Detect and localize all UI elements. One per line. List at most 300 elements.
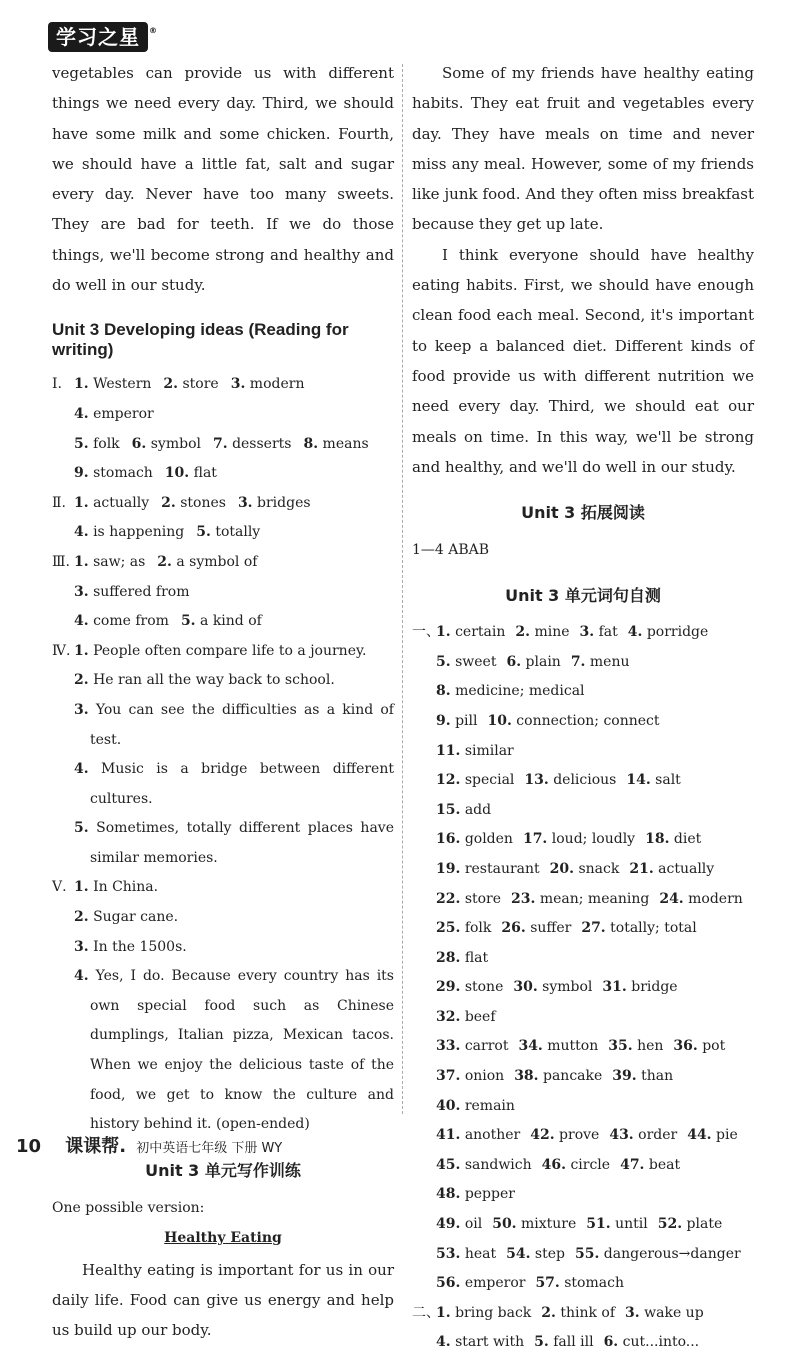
answer-text: pot — [702, 1038, 726, 1055]
answer-text: He ran all the way back to school. — [93, 672, 335, 689]
answer-number: 9. — [436, 712, 451, 729]
answer-number: 16. — [436, 831, 461, 848]
answer-item — [511, 885, 649, 915]
vocab-heading: Unit 3 单元词句自测 — [505, 586, 661, 606]
answer-number: 18. — [645, 831, 670, 848]
answer-item — [629, 855, 714, 885]
answer-text: is happening — [93, 524, 185, 541]
answer-number: 42. — [530, 1127, 555, 1144]
answer-item — [487, 707, 659, 737]
answer-text: Sugar cane. — [93, 909, 179, 926]
answer-row — [412, 1151, 754, 1210]
answer-number: 2. — [157, 553, 172, 570]
answer-item — [436, 1269, 525, 1299]
answer-text: Western — [93, 376, 152, 393]
answer-number: 52. — [657, 1216, 683, 1233]
answer-number: 48. — [436, 1186, 461, 1203]
answer-item — [436, 973, 503, 1003]
answer-text: bridges — [257, 494, 311, 511]
answer-number: 5. — [74, 435, 89, 452]
answer-text: until — [615, 1216, 648, 1233]
answer-sentence — [52, 873, 394, 903]
footer-brand: 课课帮. — [65, 1136, 127, 1157]
answer-item — [581, 914, 696, 944]
answer-text: pepper — [464, 1186, 515, 1203]
answer-item — [74, 400, 154, 430]
answer-number: 5. — [436, 653, 451, 670]
answer-item — [74, 578, 189, 608]
reading-heading: Unit 3 拓展阅读 — [521, 503, 645, 523]
answer-number: 3. — [74, 938, 89, 955]
answer-text: suffer — [530, 920, 572, 937]
answer-number: 23. — [511, 890, 536, 907]
answer-row — [412, 1032, 754, 1062]
answer-text: snack — [578, 860, 620, 877]
answer-item — [436, 677, 585, 707]
answer-text: a symbol of — [176, 553, 258, 570]
answer-text: plate — [686, 1216, 723, 1233]
answer-row — [412, 914, 754, 973]
answer-text: totally; total — [610, 920, 697, 937]
answer-row — [52, 489, 394, 519]
answer-text: symbol — [542, 979, 593, 996]
answer-item — [436, 1151, 532, 1181]
page-footer — [16, 1132, 282, 1158]
answer-text: actually — [658, 860, 715, 877]
answer-item — [74, 430, 120, 460]
answer-row — [412, 973, 754, 1032]
answer-number: 36. — [673, 1038, 698, 1055]
answer-sentence — [52, 666, 394, 696]
section-heading: Unit 3 Developing ideas (Reading for writing) — [52, 320, 349, 360]
answer-text: remain — [464, 1097, 515, 1114]
answer-text: pie — [716, 1127, 738, 1144]
answer-text: pill — [455, 712, 478, 729]
answer-number: 31. — [602, 979, 627, 996]
answer-item — [74, 370, 151, 400]
answer-number: 3. — [74, 583, 89, 600]
answer-text: Music is a bridge between different cultures. — [90, 761, 394, 807]
answer-number: 5. — [534, 1334, 549, 1351]
exercise-number: 二、 — [412, 1304, 440, 1321]
answer-text: start with — [455, 1334, 525, 1351]
answer-text: mutton — [547, 1038, 599, 1055]
answer-sentence — [52, 933, 394, 963]
answer-item — [165, 459, 217, 489]
answer-text: add — [464, 801, 492, 818]
answer-row — [412, 1210, 754, 1240]
answer-text: flat — [193, 465, 217, 482]
answer-item — [74, 518, 184, 548]
answer-text: suffered from — [93, 583, 190, 600]
answer-number: 26. — [501, 920, 526, 937]
answer-number: 32. — [436, 1008, 461, 1025]
answer-item — [492, 1210, 576, 1240]
answer-number: 4. — [627, 624, 643, 641]
answer-number: 30. — [513, 979, 538, 996]
exercise-number: 一、 — [412, 624, 440, 641]
answer-item — [625, 1299, 704, 1329]
answer-text: fall ill — [553, 1334, 594, 1351]
answer-number: 45. — [436, 1156, 461, 1173]
answer-number: 49. — [436, 1216, 461, 1233]
writing-heading: Unit 3 单元写作训练 — [145, 1160, 301, 1180]
answer-sentence — [52, 903, 394, 933]
answer-item — [523, 825, 635, 855]
answer-text: stomach — [564, 1275, 624, 1292]
answer-text: fat — [598, 624, 618, 641]
answer-text: pancake — [543, 1068, 603, 1085]
answer-item — [181, 607, 262, 637]
answer-text: special — [464, 772, 515, 789]
answer-number: 2. — [161, 494, 176, 511]
answer-item — [524, 766, 616, 796]
answer-text: connection; connect — [516, 712, 660, 729]
answer-item — [231, 370, 305, 400]
answer-number: 3. — [579, 624, 595, 641]
answer-item — [506, 1240, 565, 1270]
answer-number: 7. — [570, 653, 586, 670]
answer-text: You can see the difficulties as a kind of test. — [90, 701, 394, 748]
answer-item — [238, 489, 311, 519]
answer-row — [52, 370, 394, 429]
answer-number: 4. — [74, 613, 89, 630]
answer-text: desserts — [232, 435, 292, 452]
answer-number: 24. — [659, 890, 684, 907]
answer-text: Sometimes, totally different places have similar memories. — [90, 820, 394, 866]
answer-item — [518, 1032, 598, 1062]
answer-number: 2. — [74, 672, 89, 689]
answer-number: 37. — [436, 1068, 461, 1085]
answer-number: 22. — [436, 890, 461, 907]
exercise-4 — [52, 637, 394, 874]
answer-item — [303, 430, 368, 460]
exercise-number: Ⅱ. — [52, 494, 66, 511]
answer-text: come from — [93, 613, 169, 630]
answer-text: beat — [648, 1156, 681, 1173]
answer-number: 1. — [74, 494, 89, 511]
column-divider — [402, 64, 403, 1114]
reading-answer: 1—4 ABAB — [412, 542, 490, 559]
answer-number: 54. — [506, 1245, 531, 1262]
answer-item — [436, 914, 491, 944]
answer-item — [436, 1210, 482, 1240]
answer-sentence — [52, 696, 394, 755]
answer-item — [436, 1092, 515, 1122]
answer-text: porridge — [646, 624, 709, 641]
answer-item — [534, 1328, 593, 1358]
answer-row — [412, 885, 754, 915]
answer-text: diet — [673, 831, 702, 848]
answer-item — [645, 825, 701, 855]
answer-number: 3. — [625, 1304, 640, 1321]
answer-text: circle — [570, 1156, 611, 1173]
answer-text: medicine; medical — [455, 683, 585, 700]
answer-item — [620, 1151, 680, 1181]
answer-text: plain — [525, 653, 561, 670]
answer-number: 27. — [581, 920, 606, 937]
answer-text: mean; meaning — [539, 890, 650, 907]
answer-item — [161, 489, 226, 519]
answer-row — [412, 1269, 754, 1299]
answer-number: 13. — [524, 772, 549, 789]
answer-number: 33. — [436, 1038, 461, 1055]
answer-text: another — [464, 1127, 521, 1144]
answer-number: 19. — [436, 860, 461, 877]
answer-number: 2. — [515, 624, 530, 641]
answer-number: 8. — [303, 435, 319, 452]
answer-text: restaurant — [464, 860, 540, 877]
answer-item — [436, 1062, 504, 1092]
answer-text: In the 1500s. — [93, 938, 187, 955]
answer-item — [196, 518, 260, 548]
answer-number: 3. — [237, 494, 253, 511]
answer-row — [412, 1328, 754, 1358]
answer-text: than — [641, 1068, 674, 1085]
answer-item — [436, 766, 514, 796]
logo-text: 学习之星 — [56, 25, 140, 49]
answer-item — [436, 1032, 508, 1062]
answer-text: folk — [464, 920, 492, 937]
answer-item — [687, 1121, 738, 1151]
essay-title: Healthy Eating — [164, 1229, 282, 1246]
answer-text: step — [534, 1245, 565, 1262]
answer-item — [436, 1299, 531, 1329]
answer-number: 1. — [436, 1304, 451, 1321]
answer-number: 1. — [74, 376, 89, 393]
answer-item — [74, 489, 149, 519]
answer-text: folk — [93, 435, 120, 452]
answer-item — [213, 430, 291, 460]
answer-number: 34. — [518, 1038, 543, 1055]
answer-item — [436, 1121, 520, 1151]
answer-number: 1. — [74, 553, 89, 570]
answer-text: emperor — [93, 405, 154, 422]
answer-text: mixture — [521, 1216, 577, 1233]
essay-paragraph-1: Healthy eating is important for us in our daily life. Food can give us energy and help us build up our body. — [52, 1260, 394, 1340]
answer-number: 12. — [436, 772, 461, 789]
answer-item — [580, 618, 618, 648]
answer-number: 15. — [436, 801, 461, 818]
exercise-number: Ⅲ. — [52, 553, 70, 570]
answer-number: 28. — [436, 949, 461, 966]
answer-text: stomach — [93, 465, 153, 482]
answer-number: 9. — [74, 465, 89, 482]
answer-number: 4. — [74, 524, 89, 541]
answer-row — [52, 607, 394, 637]
answer-text: dangerous→danger — [603, 1245, 741, 1262]
answer-item — [436, 885, 501, 915]
answer-number: 5. — [180, 613, 196, 630]
answer-number: 1. — [74, 642, 89, 659]
answer-text: stone — [464, 979, 504, 996]
answer-row — [412, 825, 754, 855]
answer-row — [412, 707, 754, 766]
answer-text: carrot — [464, 1038, 509, 1055]
answer-row — [412, 855, 754, 885]
answer-number: 6. — [506, 653, 522, 670]
exercise-5 — [52, 873, 394, 1139]
answer-item — [575, 1240, 741, 1270]
answer-number: 3. — [230, 376, 246, 393]
answer-item — [542, 1151, 610, 1181]
answer-row — [412, 1121, 754, 1151]
exercise-1 — [52, 370, 394, 488]
exercise-2 — [52, 489, 394, 548]
answer-text: stones — [180, 494, 226, 511]
answer-row — [52, 548, 394, 607]
answer-item — [74, 548, 145, 578]
answer-sentence — [52, 962, 394, 1140]
answer-item — [550, 855, 620, 885]
answer-text: loud; loudly — [551, 831, 636, 848]
answer-text: sweet — [455, 653, 497, 670]
answer-number: 47. — [620, 1156, 645, 1173]
answer-text: emperor — [464, 1275, 526, 1292]
answer-text: hen — [637, 1038, 664, 1055]
answer-number: 35. — [608, 1038, 633, 1055]
answer-item — [514, 1062, 602, 1092]
answer-item — [436, 707, 477, 737]
answer-item — [74, 607, 169, 637]
answer-item — [626, 766, 680, 796]
answer-number: 4. — [74, 761, 89, 778]
answer-text: beef — [464, 1008, 496, 1025]
answer-item — [436, 737, 514, 767]
answer-number: 25. — [436, 920, 461, 937]
answer-number: 40. — [436, 1097, 461, 1114]
answer-item — [602, 973, 677, 1003]
answer-text: modern — [688, 890, 743, 907]
answer-row — [52, 459, 394, 489]
answer-sentence — [52, 755, 394, 814]
answer-item — [436, 1180, 515, 1210]
answer-number: 2. — [541, 1304, 556, 1321]
answer-item — [436, 855, 540, 885]
answer-number: 41. — [436, 1127, 461, 1144]
answer-number: 1. — [74, 879, 89, 896]
answer-item — [436, 648, 496, 678]
answer-item — [436, 618, 505, 648]
answer-text: salt — [655, 772, 681, 789]
answer-number: 2. — [163, 376, 179, 393]
answer-number: 6. — [603, 1334, 619, 1351]
answer-item — [501, 914, 571, 944]
answer-text: oil — [464, 1216, 483, 1233]
answer-text: prove — [559, 1127, 600, 1144]
answer-text: store — [182, 376, 219, 393]
publisher-logo — [48, 22, 158, 52]
answer-row — [52, 518, 394, 548]
answer-row — [412, 766, 754, 825]
answer-row — [52, 430, 394, 460]
answer-number: 38. — [514, 1068, 539, 1085]
answer-row — [412, 648, 754, 707]
answer-text: delicious — [553, 772, 617, 789]
registered-mark: ® — [149, 26, 158, 35]
intro-paragraph: vegetables can provide us with different things we need every day. Third, we should have some milk and some chicken. Fourth, we should have a little fat, salt and sugar every day. Never have too many sweets. They are bad for teeth. If we do those things, we'll become strong and healthy and do well in our study. — [52, 64, 394, 295]
answer-text: wake up — [644, 1304, 704, 1321]
answer-item — [436, 1003, 496, 1033]
answer-item — [157, 548, 257, 578]
answer-item — [515, 618, 569, 648]
answer-item — [436, 1328, 524, 1358]
answer-text: Yes, I do. Because every country has its own special food such as Chinese dumplings, Italian pizza, Mexican tacos. When we enjoy the delicious taste of the food, we get to know the culture and history behind it. (open-ended) — [90, 968, 394, 1133]
answer-number: 51. — [586, 1216, 611, 1233]
answer-item — [612, 1062, 673, 1092]
answer-text: cut...into... — [622, 1334, 700, 1351]
essay-paragraph-3: I think everyone should have healthy eating habits. First, we should have enough clean food each meal. Second, it's important to keep a balanced diet. Different kinds of food provide us with different nutrition we need every day. Third, we should eat our meals on time. In this way, we'll be strong and healthy, and we'll do well in our study. — [412, 245, 754, 476]
answer-text: In China. — [93, 879, 159, 896]
answer-number: 4. — [74, 405, 89, 422]
answer-item — [571, 648, 630, 678]
answer-number: 14. — [626, 772, 651, 789]
answer-item — [436, 1240, 496, 1270]
essay-paragraph-2: Some of my friends have healthy eating habits. They eat fruit and vegetables every day. They have meals on time and never miss any meal. However, some of my friends like junk food. And they often miss breakfast because they get up late. — [412, 64, 754, 234]
answer-item — [628, 618, 709, 648]
answer-number: 10. — [487, 712, 512, 729]
answer-item — [530, 1121, 599, 1151]
answer-item — [586, 1210, 647, 1240]
answer-text: totally — [215, 524, 261, 541]
answer-row — [412, 1299, 754, 1329]
answer-sentence — [52, 637, 394, 667]
answer-text: onion — [464, 1068, 505, 1085]
answer-item — [541, 1299, 615, 1329]
answer-text: a kind of — [200, 613, 262, 630]
vocab-part-1 — [412, 618, 754, 1299]
answer-number: 8. — [436, 683, 451, 700]
answer-item — [436, 944, 488, 974]
answer-number: 3. — [74, 701, 89, 718]
answer-text: certain — [455, 624, 506, 641]
answer-text: order — [638, 1127, 678, 1144]
answer-text: menu — [589, 653, 630, 670]
answer-text: symbol — [150, 435, 201, 452]
answer-number: 20. — [549, 860, 575, 877]
answer-item — [659, 885, 742, 915]
answer-item — [506, 648, 560, 678]
answer-number: 7. — [212, 435, 228, 452]
answer-text: mine — [534, 624, 570, 641]
answer-number: 57. — [535, 1275, 560, 1292]
answer-item — [609, 1121, 677, 1151]
answer-number: 2. — [74, 909, 89, 926]
exercise-3 — [52, 548, 394, 637]
answer-number: 53. — [436, 1245, 461, 1262]
answer-text: bring back — [455, 1304, 532, 1321]
answer-number: 21. — [629, 860, 654, 877]
answer-row — [412, 618, 754, 648]
answer-text: bridge — [631, 979, 678, 996]
answer-number: 50. — [492, 1216, 517, 1233]
answer-number: 4. — [74, 968, 89, 985]
answer-item — [436, 796, 491, 826]
answer-number: 5. — [74, 820, 89, 837]
answer-sentence — [52, 814, 394, 873]
answer-text: store — [464, 890, 502, 907]
answer-item — [658, 1210, 723, 1240]
vocab-part-2 — [412, 1299, 754, 1358]
answer-text: People often compare life to a journey. — [93, 642, 367, 659]
answer-number: 56. — [436, 1275, 461, 1292]
book-title: 初中英语七年级 下册 WY — [136, 1141, 283, 1156]
answer-item — [132, 430, 201, 460]
answer-item — [604, 1328, 700, 1358]
answer-row — [412, 1240, 754, 1270]
answer-number: 46. — [541, 1156, 566, 1173]
answer-text: heat — [464, 1245, 497, 1262]
